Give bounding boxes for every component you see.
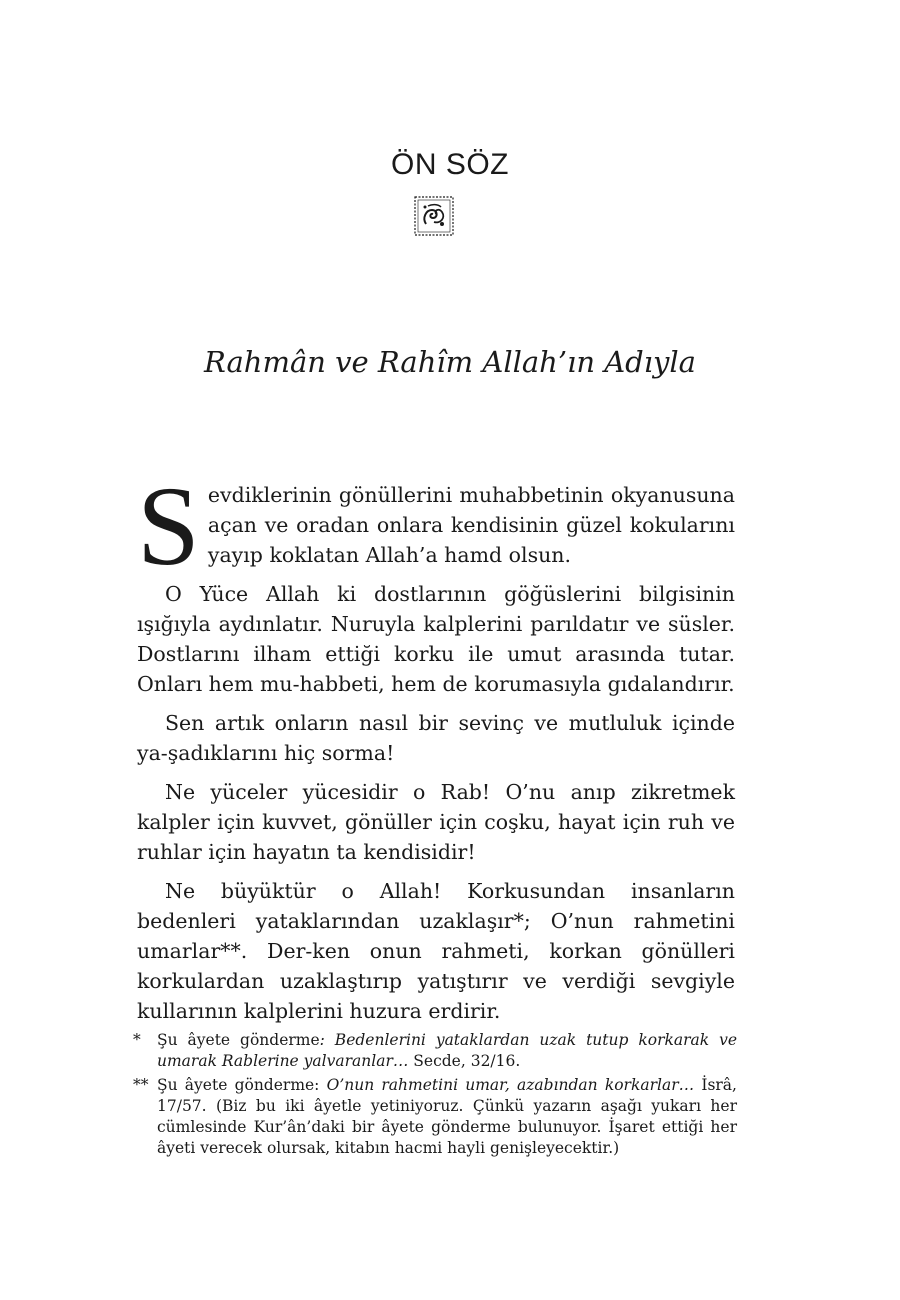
paragraph-5: Ne büyüktür o Allah! Korkusundan insanların bedenleri yataklarından uzaklaşır*; O’nun rahmetini umarlar**. Der-ken onun rahmeti, korkan gönülleri korkulardan uzaklaştırıp yatıştırır ve verdiği sevgiyle kullarının kalplerini huzura erdirir. xyxy=(137,879,735,1023)
paragraph-1 xyxy=(137,464,735,589)
footnote-text xyxy=(157,1075,737,1159)
footnotes xyxy=(133,1030,737,1162)
footnote-mark: ** xyxy=(133,1076,149,1094)
footnote-quote: : Bedenlerini yataklardan uzak tutup korkarak ve umarak Rablerine yalvaranlar… xyxy=(157,1031,738,1070)
footnote-1 xyxy=(133,1030,737,1072)
paragraph-2: O Yüce Allah ki dostlarının göğüslerini bilgisinin ışığıyla aydınlatır. Nuruyla kalplerini parıldatır ve süsler. Dostlarını ilham ettiği korku ile umut arasında tutar. Onları hem mu-habbeti, hem de korumasıyla gıdalandırır. xyxy=(137,582,735,696)
floral-ornament-icon xyxy=(414,196,454,236)
footnote-mark: * xyxy=(133,1031,141,1049)
paragraph-1-text: evdiklerinin gönüllerini muhabbetinin okyanusuna açan ve oradan onlara kendisinin güzel kokularını yayıp koklatan Allah’a hamd olsun. xyxy=(207,483,735,567)
drop-cap: S xyxy=(137,464,200,589)
footnote-text xyxy=(157,1030,737,1072)
paragraph-3: Sen artık onların nasıl bir sevinç ve mutluluk içinde ya-şadıklarını hiç sorma! xyxy=(137,711,735,765)
footnote-lead: Şu âyete gönderme: xyxy=(157,1076,327,1094)
footnote-lead: Şu âyete gönderme xyxy=(157,1031,320,1049)
footnote-quote: O’nun rahmetini umar, azabından korkarlar… xyxy=(326,1076,695,1094)
page-subtitle: Rahmân ve Rahîm Allah’ın Adıyla xyxy=(204,345,696,379)
footnote-2 xyxy=(133,1075,737,1159)
footnote-source: Secde, 32/16. xyxy=(408,1052,521,1070)
page-title: ÖN SÖZ xyxy=(390,148,509,181)
body-text xyxy=(137,464,735,1035)
footnote-source: İsrâ, 17/57. (Biz bu iki âyetle yetiniyoruz. Çünkü yazarın aşağı yukarı her cümlesinde Kur’ân’daki bir âyete gönderme bulunuyor. İşaret ettiği her âyeti verecek olursak, kitabın hacmi hayli genişleyecektir.) xyxy=(157,1076,737,1157)
paragraph-4: Ne yüceler yücesidir o Rab! O’nu anıp zikretmek kalpler için kuvvet, gönüller için coşku, hayat için ruh ve ruhlar için hayatın ta kendisidir! xyxy=(137,780,735,864)
